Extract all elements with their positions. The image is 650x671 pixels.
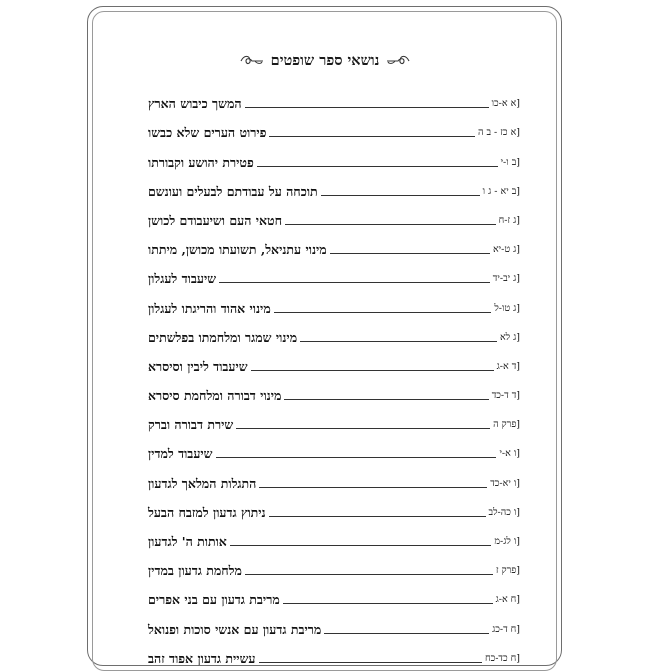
toc-entry-title: שיעבוד למדין xyxy=(148,446,213,462)
toc-entry-title: המשך כיבוש הארץ xyxy=(148,96,242,112)
leader-line xyxy=(236,428,490,429)
leader-line xyxy=(216,457,497,458)
flourish-right-icon xyxy=(385,54,411,68)
toc-entry xyxy=(148,578,520,607)
toc-entry xyxy=(148,607,520,636)
leader-line xyxy=(251,370,494,371)
toc-entry-title: התגלות המלאך לגדעון xyxy=(148,475,257,491)
leader-line xyxy=(321,195,480,196)
toc-entry-title: שירת דבורה וברק xyxy=(148,417,234,433)
toc-entry-reference: [ג טו-ל xyxy=(494,302,520,314)
leader-line xyxy=(245,574,493,575)
toc-entry-title: מינוי דבורה ומלחמת סיסרא xyxy=(148,388,282,404)
toc-entry xyxy=(148,316,520,345)
toc-entry-reference: [ג יב-יד xyxy=(492,273,520,285)
leader-line xyxy=(283,603,493,604)
page-title: נושאי ספר שופטים xyxy=(270,52,380,69)
toc-entry xyxy=(148,345,520,374)
leader-line xyxy=(219,282,490,283)
leader-line xyxy=(285,224,496,225)
leader-line xyxy=(300,341,497,342)
leader-line xyxy=(257,166,498,167)
leader-line xyxy=(274,312,492,313)
toc-entry-title: שיעבוד לעגלון xyxy=(148,271,217,287)
toc-entry-reference: [ד א-ג xyxy=(496,360,520,372)
toc-entry xyxy=(148,432,520,461)
toc-entry-reference: [ג לא xyxy=(499,331,520,343)
toc-entry-reference: [ח א-ג xyxy=(495,594,520,606)
toc-entry-title: מלחמת גדעון במדין xyxy=(148,563,242,579)
toc-entry xyxy=(148,170,520,199)
leader-line xyxy=(269,136,475,137)
toc-entry-reference: [ב יא - ג ו xyxy=(482,185,520,197)
toc-entry-reference: [ו יא-כד xyxy=(490,477,520,489)
toc-entry-title: עשיית גדעון אפוד זהב xyxy=(148,650,256,666)
toc-entry xyxy=(148,403,520,432)
toc-entry-title: פטירת יהושע וקבורתו xyxy=(148,154,254,170)
toc-entry xyxy=(148,140,520,169)
toc-entry-reference: [ו כה-לב xyxy=(488,506,520,518)
toc-entry xyxy=(148,549,520,578)
toc-entry-reference: [ו לג-מ xyxy=(494,536,520,547)
toc-entry xyxy=(148,520,520,549)
leader-line xyxy=(284,399,488,400)
toc-entry-reference: [א א-כו xyxy=(491,98,520,110)
toc-entry-title: מריבת גדעון עם אנשי סוכות ופנואל xyxy=(148,621,322,637)
toc-entry-reference: [ג ז-ח xyxy=(498,214,520,226)
toc-entry xyxy=(148,82,520,111)
toc-entry-reference: [א כז - ב ה xyxy=(477,127,520,139)
toc-entry xyxy=(148,637,520,666)
toc-entry-reference: [ד ד-כד xyxy=(491,390,520,402)
toc-entry xyxy=(148,286,520,315)
toc-entry-reference: [ו א-י xyxy=(499,448,520,460)
toc-entry-title: אותות ה' לגדעון xyxy=(148,534,227,549)
title-row xyxy=(0,50,650,72)
toc-entry-reference: [ג ט-יא xyxy=(492,244,520,256)
toc-entry xyxy=(148,111,520,140)
table-of-contents xyxy=(148,82,520,666)
toc-entry-title: מריבת גדעון עם בני אפרים xyxy=(148,592,280,608)
flourish-left-icon xyxy=(239,54,265,68)
leader-line xyxy=(324,633,489,634)
toc-entry-reference: [ב ו-י xyxy=(500,156,520,168)
toc-entry-title: פירוט הערים שלא כבשו xyxy=(148,125,267,141)
toc-entry-title: מינוי אהוד והריגתו לעגלון xyxy=(148,300,271,316)
leader-line xyxy=(259,487,487,488)
leader-line xyxy=(245,107,489,108)
leader-line xyxy=(259,662,482,663)
toc-entry-reference: [פרק ז xyxy=(495,565,520,577)
toc-entry-title: תוכחה על עבודתם לבעלים ועונשם xyxy=(148,183,318,199)
toc-entry-title: מינוי שמגר ומלחמתו בפלשתים xyxy=(148,329,298,345)
toc-entry-title: חטאי העם ושיעבודם לכושן xyxy=(148,212,282,228)
toc-entry-reference: [ח כד-כח xyxy=(484,652,520,664)
toc-entry-reference: [ח ד-כג xyxy=(492,623,520,635)
toc-entry xyxy=(148,199,520,228)
toc-entry xyxy=(148,491,520,520)
toc-entry xyxy=(148,257,520,286)
leader-line xyxy=(230,545,492,546)
toc-entry xyxy=(148,461,520,490)
leader-line xyxy=(330,253,490,254)
toc-entry-reference: [פרק ה xyxy=(493,419,520,431)
toc-entry xyxy=(148,374,520,403)
toc-entry-title: מינוי עתניאל, תשועתו מכושן, מיתתו xyxy=(148,242,327,258)
toc-entry-title: שיעבוד ליבין וסיסרא xyxy=(148,358,248,374)
toc-entry-title: ניתוץ גדעון למזבח הבעל xyxy=(148,504,266,520)
toc-entry xyxy=(148,228,520,257)
leader-line xyxy=(269,516,486,517)
